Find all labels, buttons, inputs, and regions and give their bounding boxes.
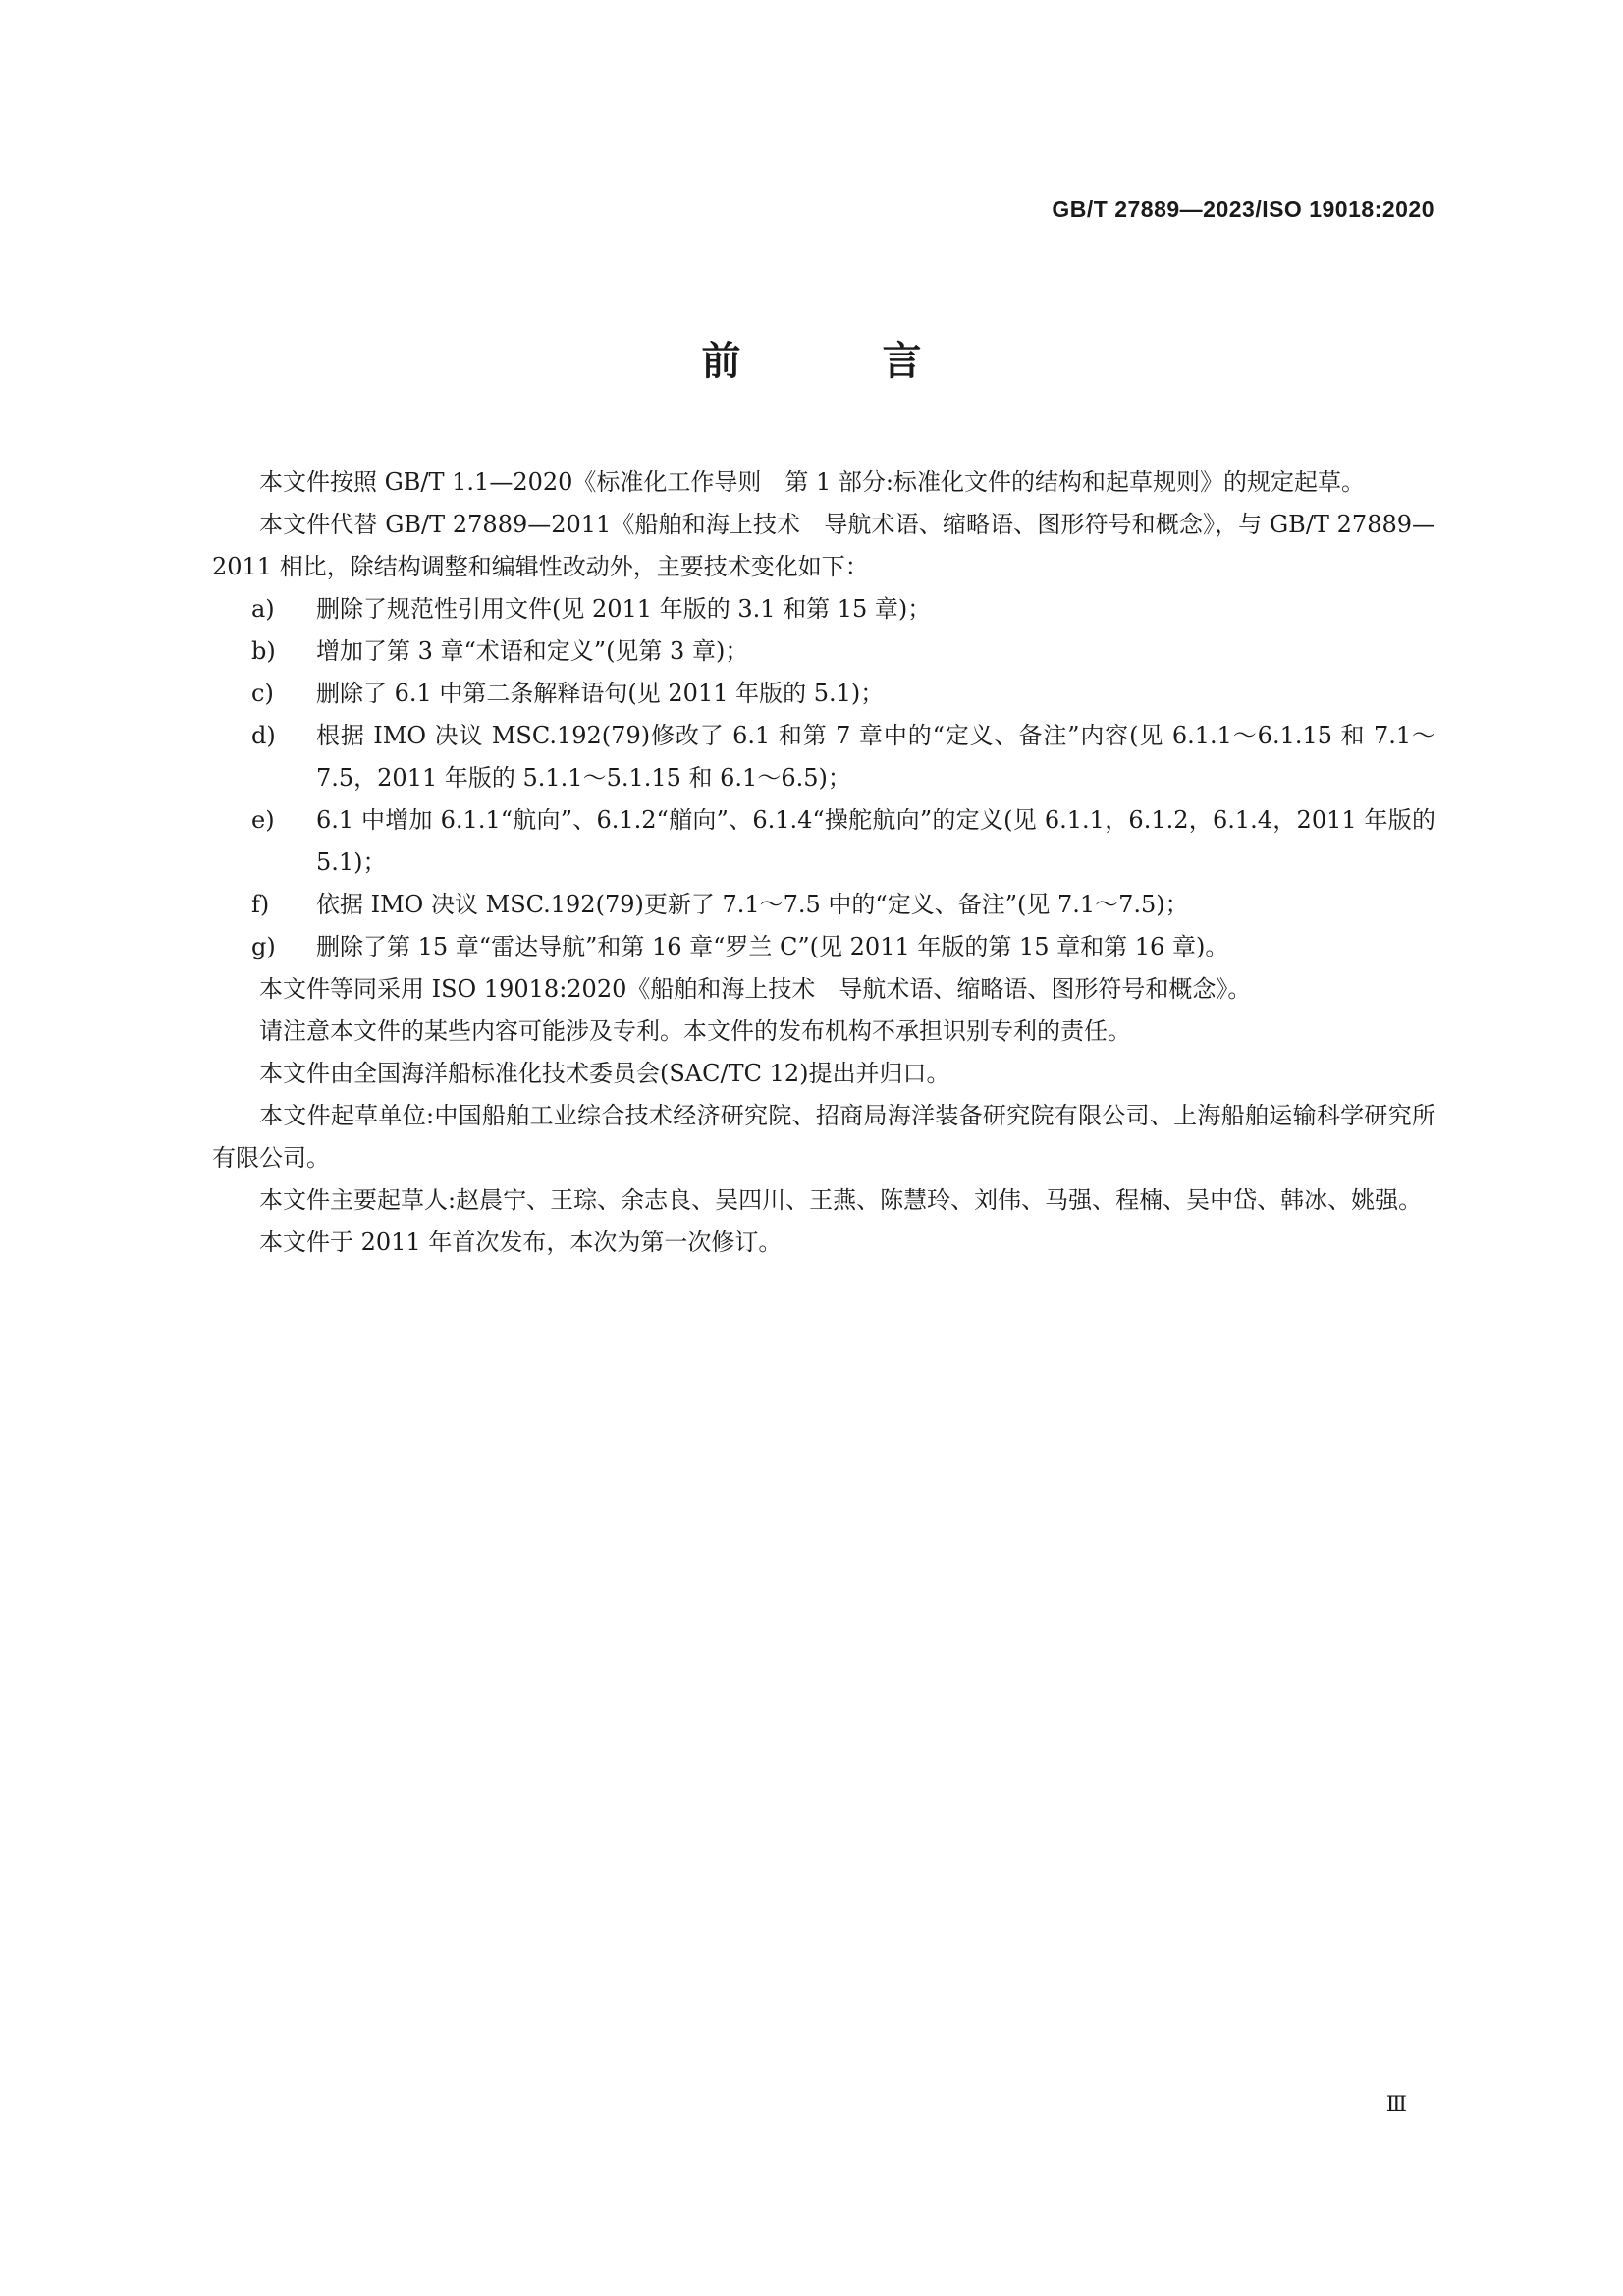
list-item-label: f) — [251, 891, 270, 918]
paragraph-committee: 本文件由全国海洋船标准化技术委员会(SAC/TC 12)提出并归口。 — [259, 1060, 950, 1087]
paragraph-drafters: 本文件主要起草人:赵晨宁、王琮、余志良、吴四川、王燕、陈慧玲、刘伟、马强、程楠、吴中岱、韩冰、姚强。 — [259, 1186, 1423, 1214]
list-item — [212, 630, 1435, 673]
list-item-label: e) — [251, 806, 275, 834]
list-item — [212, 715, 1435, 799]
page-title: 前 言 — [701, 339, 973, 384]
paragraph-drafting-units: 本文件起草单位:中国船舶工业综合技术经济研究院、招商局海洋装备研究院有限公司、上海船舶运输科学研究所有限公司。 — [212, 1102, 1435, 1172]
list-item-label: d) — [251, 722, 276, 749]
paragraph-replacement: 本文件代替 GB/T 27889—2011《船舶和海上技术 导航术语、缩略语、图形符号和概念》，与 GB/T 27889—2011 相比，除结构调整和编辑性改动外，主要技术变化如下： — [212, 511, 1435, 580]
list-item-label: c) — [251, 680, 274, 707]
list-item — [212, 673, 1435, 715]
list-item-text: 删除了 6.1 中第二条解释语句(见 2011 年版的 5.1)； — [316, 680, 885, 707]
list-item-label: g) — [251, 933, 276, 960]
paragraph-adoption: 本文件等同采用 ISO 19018:2020《船舶和海上技术 导航术语、缩略语、图形符号和概念》。 — [259, 975, 1252, 1003]
paragraph-drafting-basis: 本文件按照 GB/T 1.1—2020《标准化工作导则 第 1 部分:标准化文件的结构和起草规则》的规定起草。 — [259, 468, 1366, 496]
paragraph-patent-notice: 请注意本文件的某些内容可能涉及专利。本文件的发布机构不承担识别专利的责任。 — [259, 1017, 1131, 1045]
list-item — [212, 884, 1435, 926]
changes-list — [212, 588, 1435, 968]
list-item — [212, 799, 1435, 884]
list-item-text: 依据 IMO 决议 MSC.192(79)更新了 7.1～7.5 中的“定义、备注”(见 7.1～7.5)； — [316, 891, 1189, 918]
list-item-text: 增加了第 3 章“术语和定义”(见第 3 章)； — [316, 637, 749, 665]
list-item — [212, 926, 1435, 968]
list-item-text: 6.1 中增加 6.1.1“航向”、6.1.2“艏向”、6.1.4“操舵航向”的定义(见 6.1.1，6.1.2，6.1.4，2011 年版的 5.1)； — [316, 806, 1435, 876]
list-item-text: 删除了第 15 章“雷达导航”和第 16 章“罗兰 C”(见 2011 年版的第 15 章和第 16 章)。 — [316, 933, 1229, 960]
list-item-label: b) — [251, 637, 276, 665]
paragraph-history: 本文件于 2011 年首次发布，本次为第一次修订。 — [259, 1229, 783, 1256]
list-item-label: a) — [251, 595, 275, 623]
list-item — [212, 588, 1435, 630]
foreword-body — [212, 462, 1435, 1264]
page-number: Ⅲ — [1385, 2093, 1407, 2117]
list-item-text: 根据 IMO 决议 MSC.192(79)修改了 6.1 和第 7 章中的“定义、备注”内容(见 6.1.1～6.1.15 和 7.1～7.5，2011 年版的 5.1.1～5.1.15 和 6.1～6.5)； — [316, 722, 1435, 792]
list-item-text: 删除了规范性引用文件(见 2011 年版的 3.1 和第 15 章)； — [316, 595, 932, 623]
standard-code-header: GB/T 27889—2023/ISO 19018:2020 — [1052, 196, 1434, 222]
